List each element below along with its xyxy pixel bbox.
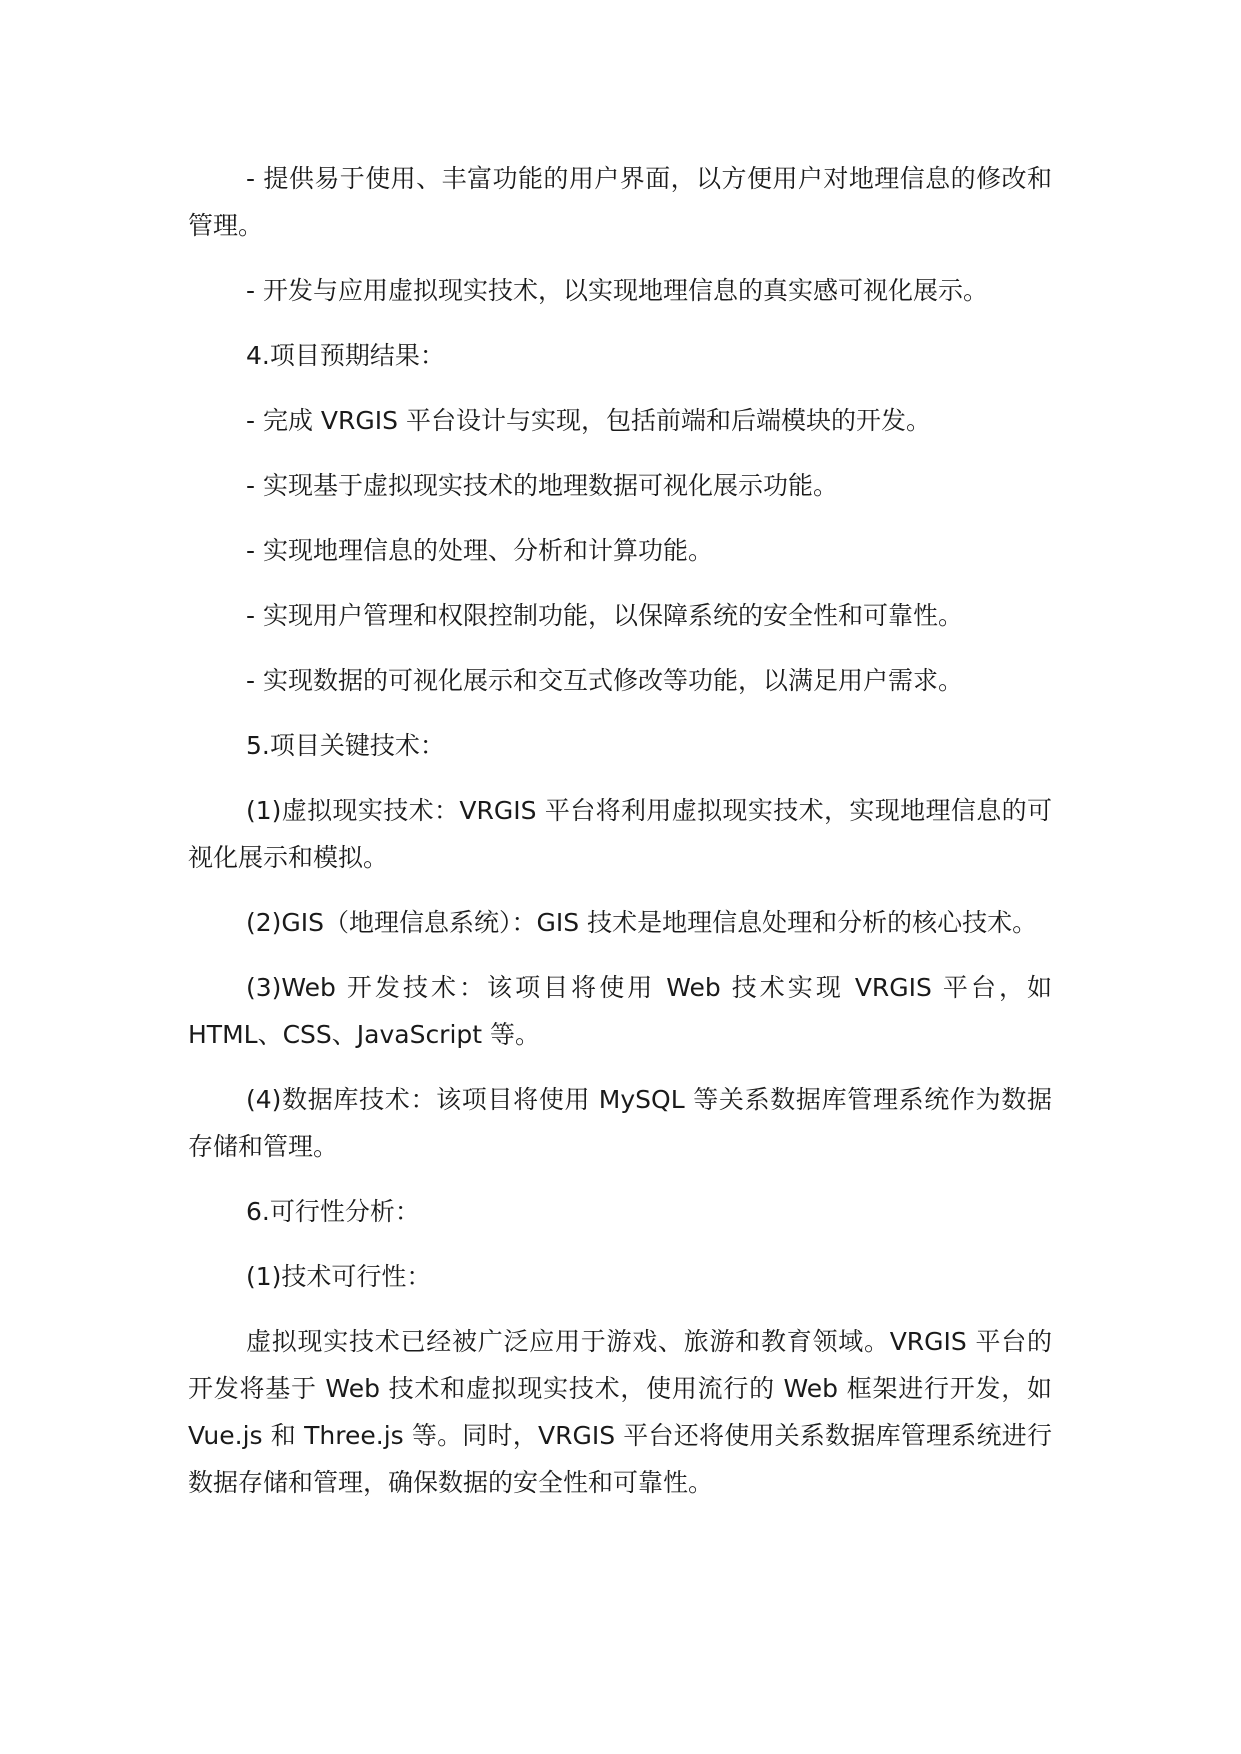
document-body [188, 155, 1052, 1524]
heading-feasibility: 6.可行性分析： [246, 1197, 420, 1226]
list-item: - 完成 VRGIS 平台设计与实现，包括前端和后端模块的开发。 [246, 406, 931, 435]
heading-key-technologies: 5.项目关键技术： [246, 731, 445, 760]
paragraph-vr-development: - 开发与应用虚拟现实技术，以实现地理信息的真实感可视化展示。 [246, 276, 988, 305]
paragraph-ui-requirement: - 提供易于使用、丰富功能的用户界面，以方便用户对地理信息的修改和管理。 [188, 164, 1052, 240]
list-item: - 实现地理信息的处理、分析和计算功能。 [246, 536, 713, 565]
heading-expected-results: 4.项目预期结果： [246, 341, 445, 370]
paragraph-database: (4)数据库技术：该项目将使用 MySQL 等关系数据库管理系统作为数据存储和管理。 [188, 1085, 1052, 1161]
list-item: - 实现用户管理和权限控制功能，以保障系统的安全性和可靠性。 [246, 601, 963, 630]
list-item: - 实现基于虚拟现实技术的地理数据可视化展示功能。 [246, 471, 838, 500]
paragraph-vr-technology: (1)虚拟现实技术：VRGIS 平台将利用虚拟现实技术，实现地理信息的可视化展示和模拟。 [188, 796, 1052, 872]
list-item: - 实现数据的可视化展示和交互式修改等功能，以满足用户需求。 [246, 666, 963, 695]
paragraph-gis: (2)GIS（地理信息系统）：GIS 技术是地理信息处理和分析的核心技术。 [246, 908, 1038, 937]
paragraph-technical-feasibility: 虚拟现实技术已经被广泛应用于游戏、旅游和教育领域。VRGIS 平台的开发将基于 Web 技术和虚拟现实技术，使用流行的 Web 框架进行开发，如 Vue.js 和 Three.js 等。同时，VRGIS 平台还将使用关系数据库管理系统进行数据存储和管理，确保数据的安全性和可靠性。 [188, 1327, 1052, 1497]
paragraph-web-development: (3)Web 开发技术：该项目将使用 Web 技术实现 VRGIS 平台，如 HTML、CSS、JavaScript 等。 [188, 973, 1052, 1049]
heading-technical-feasibility: (1)技术可行性： [246, 1262, 432, 1291]
